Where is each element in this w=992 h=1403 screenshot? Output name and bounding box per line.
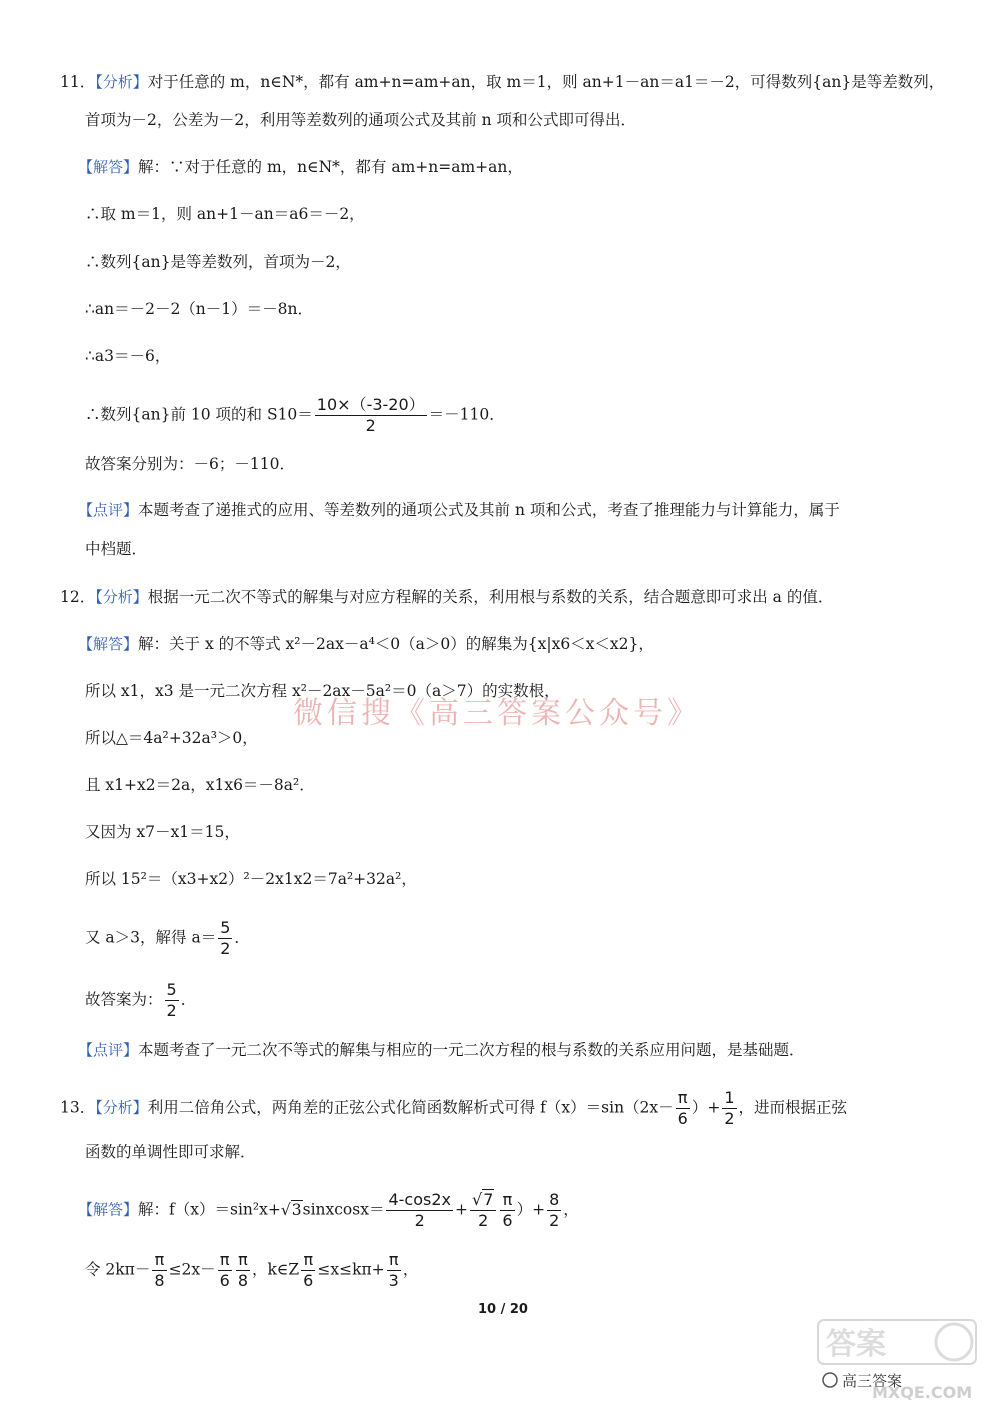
fraction-denominator: 6 — [502, 1211, 513, 1230]
q13-solution-text-b: sinxcosx＝ — [302, 1200, 385, 1219]
q13-interval-text-c: ，k∈Z — [252, 1260, 300, 1279]
pi-over-6 — [676, 1088, 690, 1129]
fraction-numerator: √7 — [470, 1190, 496, 1211]
q11-answer-line: 故答案分别为：－6；－110． — [85, 455, 295, 473]
q12-solve-text: 又 a＞3，解得 a＝ — [85, 928, 217, 947]
q12-answer-line — [85, 980, 196, 1021]
answer-tag: 【解答】 — [78, 635, 139, 653]
q12-number: 12． — [60, 588, 96, 606]
watermark-text: 微信搜《高三答案公众号》 — [293, 696, 701, 731]
analysis-tag: 【分析】 — [95, 588, 148, 606]
q11-number: 11． — [60, 73, 96, 91]
q13-fraction-pi6 — [500, 1190, 514, 1231]
fraction-denominator: 2 — [478, 1211, 489, 1230]
q13-fraction-8-2 — [547, 1190, 561, 1231]
q11-sum-label: ∴数列{an}前 10 项的和 S10＝ — [85, 405, 313, 424]
q13-solution-line1 — [78, 1190, 579, 1231]
q11-comment-text1: 本题考查了递推式的应用、等差数列的通项公式及其前 n 项和公式，考查了推理能力与计算能力，属于 — [138, 501, 840, 519]
q11-solution-text1: 解：∵对于任意的 m，n∈N*，都有 am+n=am+an， — [138, 158, 523, 176]
fraction-numerator: 5 — [220, 918, 231, 937]
pi-over-6 — [218, 1250, 232, 1291]
q12-a-fraction — [218, 918, 232, 959]
q11-solution-line5: ∴a3＝－6， — [85, 347, 171, 365]
q13-analysis-text-a: 利用二倍角公式，两角差的正弦公式化简函数解析式可得 f（x）＝sin（2x－ — [147, 1098, 674, 1117]
fraction-denominator: 2 — [549, 1211, 560, 1230]
q12-solution-line3: 所以△＝4a²+32a³＞0， — [85, 729, 258, 747]
fraction-numerator: π — [218, 1250, 232, 1271]
q11-analysis-text1: 对于任意的 m，n∈N*，都有 am+n=am+an，取 m＝1，则 an+1－an＝a1＝－2，可得数列{an}是等差数列， — [147, 73, 945, 91]
fraction-denominator: 6 — [677, 1109, 688, 1128]
q12-solution-line7 — [85, 918, 250, 959]
analysis-tag: 【分析】 — [95, 73, 148, 91]
sqrt-3: √3 — [280, 1200, 302, 1219]
fraction-numerator: 1 — [724, 1088, 735, 1107]
q12-solution-line4: 且 x1+x2＝2a，x1x6＝－8a²． — [85, 776, 315, 794]
fraction-numerator: π — [301, 1250, 315, 1271]
radicand: 3 — [291, 1200, 302, 1219]
q12-solution-text1: 解：关于 x 的不等式 x²－2ax－a⁴＜0（a＞0）的解集为{x|x6＜x＜x2}， — [138, 635, 654, 653]
q13-analysis-line1 — [60, 1088, 847, 1129]
pi-over-3 — [387, 1250, 401, 1291]
q13-solution-text-a: 解：f（x）＝sin²x+ — [138, 1200, 281, 1219]
pi-over-8 — [236, 1250, 250, 1291]
q12-solution-line5: 又因为 x7－x1＝15， — [85, 823, 240, 841]
q13-interval-text-d: ≤x≤kπ+ — [317, 1260, 385, 1279]
fraction-denominator: 2 — [365, 416, 376, 435]
q12-solution-line2: 所以 x1，x3 是一元二次方程 x²－2ax－5a²＝0（a＞7）的实数根， — [85, 682, 560, 700]
q13-fraction-sqrt7 — [470, 1190, 496, 1231]
fraction-numerator: π — [676, 1088, 690, 1109]
analysis-tag: 【分析】 — [95, 1098, 148, 1117]
page-number: 10 / 20 — [478, 1302, 528, 1317]
period: ． — [180, 990, 197, 1009]
fraction-denominator: 2 — [414, 1211, 425, 1230]
fraction-denominator: 8 — [154, 1271, 165, 1290]
comment-tag: 【点评】 — [78, 1041, 139, 1059]
pi-over-6 — [301, 1250, 315, 1291]
fraction-denominator: 3 — [388, 1271, 399, 1290]
fraction-denominator: 2 — [166, 1001, 177, 1020]
q12-comment-text: 本题考查了一元二次不等式的解集与相应的一元二次方程的根与系数的关系应用问题，是基础题． — [138, 1041, 805, 1059]
fraction-numerator: 4-cos2x — [388, 1190, 451, 1209]
one-half — [722, 1088, 736, 1129]
radicand: 7 — [483, 1190, 494, 1209]
q13-analysis-text-b: ）+ — [691, 1098, 721, 1117]
q11-solution-line1 — [78, 155, 523, 179]
fraction-numerator: π — [387, 1250, 401, 1271]
site-logo — [812, 1318, 984, 1400]
logo-caption: 高三答案 — [842, 1372, 903, 1390]
fraction-numerator: π — [236, 1250, 250, 1271]
q13-solution-line2 — [85, 1250, 418, 1291]
fraction-denominator: 2 — [724, 1109, 735, 1128]
q11-solution-line2: ∴取 m＝1，则 an+1－an＝a6＝－2， — [85, 205, 365, 223]
q12-solution-line1 — [78, 632, 654, 656]
fraction-numerator: π — [152, 1250, 166, 1271]
svg-text:答案: 答案 — [826, 1327, 886, 1362]
q12-answer-label: 故答案为： — [85, 990, 163, 1009]
fraction-numerator: 8 — [549, 1190, 560, 1209]
fraction-numerator: π — [500, 1190, 514, 1211]
q11-solution-line6 — [85, 395, 505, 436]
q13-analysis-text2: 函数的单调性即可求解． — [85, 1143, 256, 1161]
pi-over-8 — [152, 1250, 166, 1291]
q11-comment-text2: 中档题． — [85, 540, 148, 558]
period: ． — [234, 928, 250, 947]
fraction-denominator: 2 — [220, 939, 231, 958]
comment-tag: 【点评】 — [78, 501, 139, 519]
fraction-denominator: 6 — [219, 1271, 230, 1290]
q13-interval-text-a: 令 2kπ－ — [85, 1260, 151, 1279]
q12-answer-fraction — [165, 980, 179, 1021]
q13-fraction-1 — [386, 1190, 453, 1231]
plus-sign: + — [455, 1200, 468, 1219]
q12-analysis-text: 根据一元二次不等式的解集与对应方程解的关系，利用根与系数的关系，结合题意即可求出 a 的值． — [147, 588, 834, 606]
q11-analysis-line1 — [60, 70, 944, 94]
answer-tag: 【解答】 — [78, 158, 139, 176]
q11-solution-line4: ∴an＝－2－2（n－1）＝－8n． — [85, 300, 313, 318]
q11-sum-result: ＝－110． — [428, 405, 505, 424]
fraction-numerator: 10×（-3-20） — [316, 395, 425, 414]
q11-comment-line1 — [78, 498, 840, 522]
fraction-denominator: 8 — [237, 1271, 249, 1290]
fraction-denominator: 6 — [303, 1271, 314, 1290]
answer-tag: 【解答】 — [78, 1200, 139, 1219]
q12-analysis-line — [60, 585, 833, 609]
q13-interval-text-b: ≤2x－ — [168, 1260, 216, 1279]
q12-comment-line — [78, 1038, 805, 1062]
site-name: MXQE.COM — [872, 1383, 973, 1400]
fraction-numerator: 5 — [166, 980, 177, 999]
comma: ， — [563, 1200, 579, 1219]
q13-solution-text-d: ）+ — [516, 1200, 546, 1219]
wechat-icon — [823, 1373, 837, 1387]
q13-analysis-text-c: ，进而根据正弦 — [738, 1098, 848, 1117]
q11-sum-fraction — [315, 395, 427, 436]
q13-number: 13． — [60, 1098, 96, 1117]
q11-solution-line3: ∴数列{an}是等差数列，首项为－2， — [85, 253, 351, 271]
comma: ， — [402, 1260, 419, 1279]
q12-solution-line6: 所以 15²＝（x3+x2）²－2x1x2＝7a²+32a²， — [85, 870, 417, 888]
q11-analysis-text2: 首项为－2，公差为－2，利用等差数列的通项公式及其前 n 项和公式即可得出． — [85, 111, 637, 129]
